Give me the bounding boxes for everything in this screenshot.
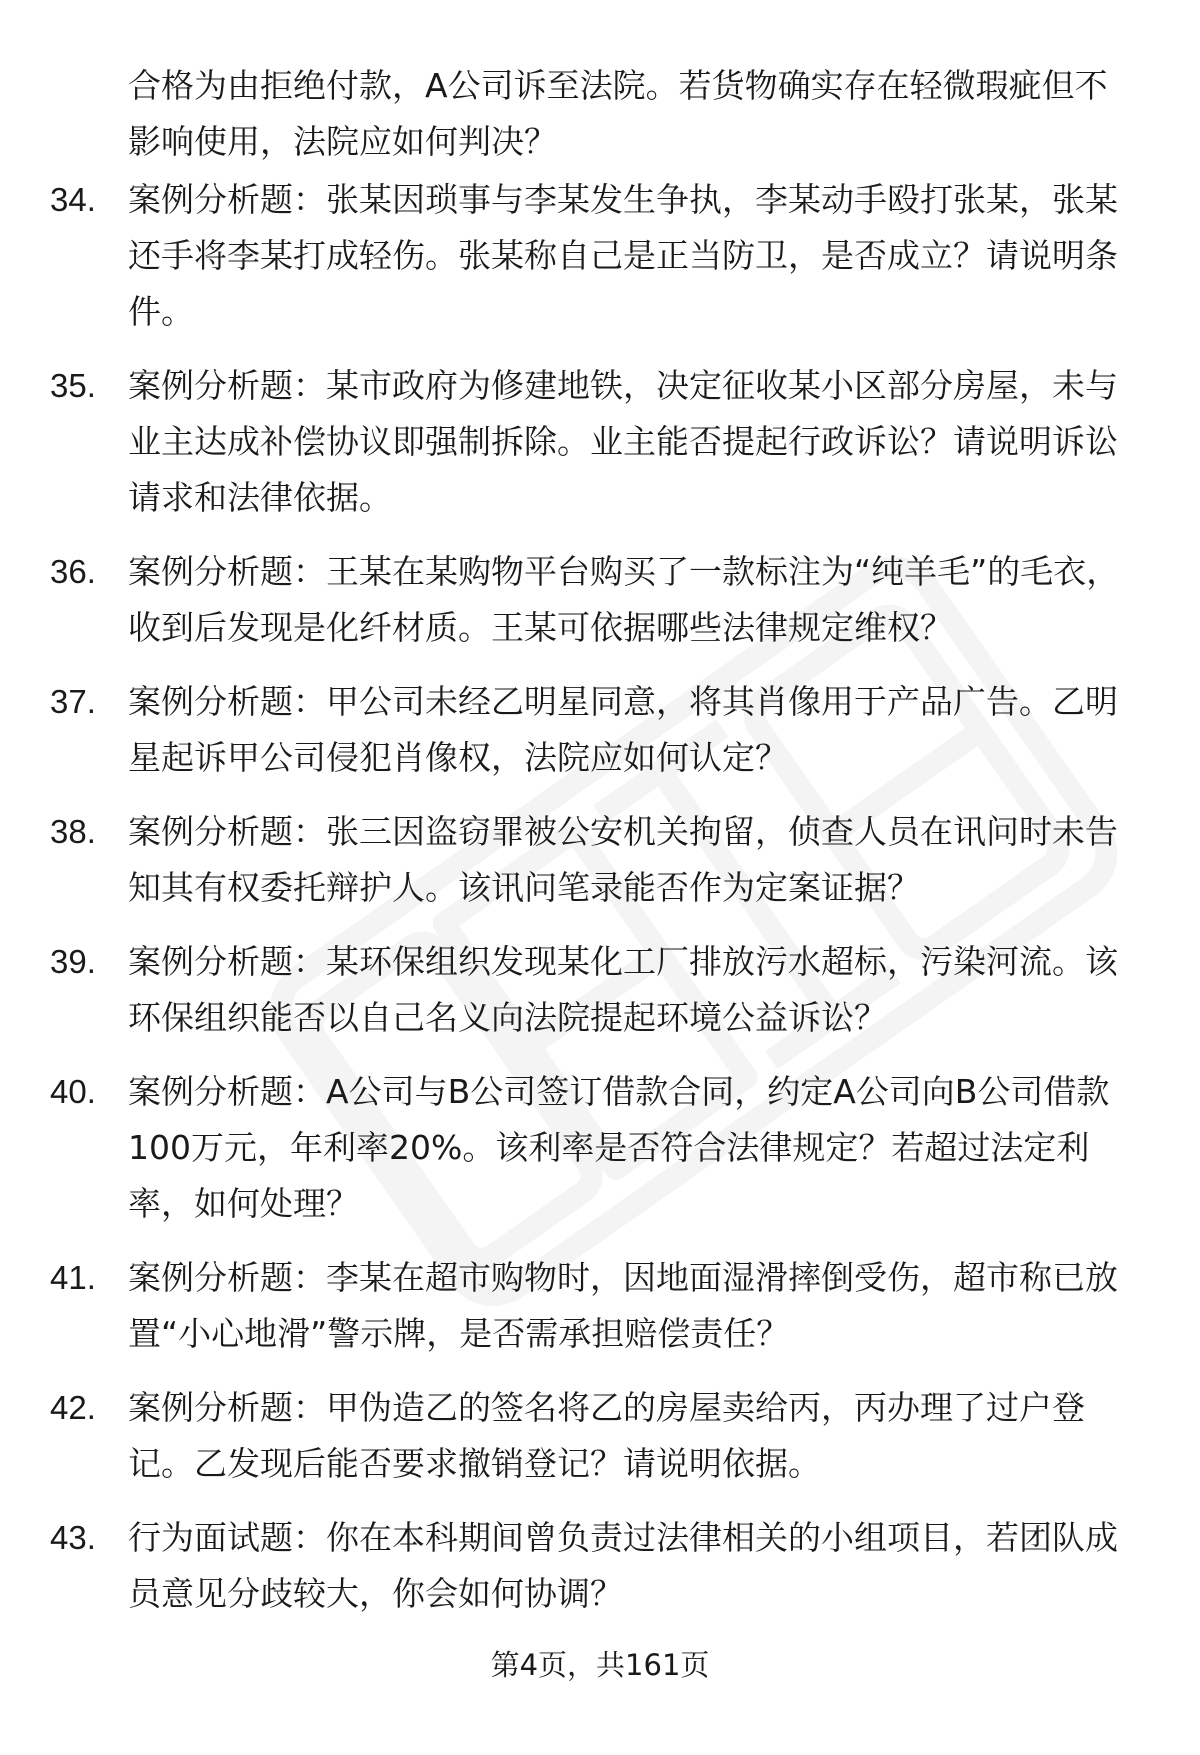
question-number: 39. xyxy=(50,943,96,980)
question-number: 41. xyxy=(50,1259,96,1296)
question-text: 案例分析题：某市政府为修建地铁，决定征收某小区部分房屋，未与业主达成补偿协议即强制拆除。业主能否提起行政诉讼？请说明诉讼请求和法律依据。 xyxy=(128,366,1118,517)
question-item-36 xyxy=(0,544,1200,656)
question-item-38 xyxy=(0,804,1200,916)
question-number: 38. xyxy=(50,813,96,850)
question-item-42 xyxy=(0,1380,1200,1492)
question-text: 案例分析题：甲伪造乙的签名将乙的房屋卖给丙，丙办理了过户登记。乙发现后能否要求撤销登记？请说明依据。 xyxy=(128,1388,1085,1483)
question-number: 35. xyxy=(50,367,96,404)
page-footer: 第4页，共161页 xyxy=(490,1648,710,1682)
question-text: 案例分析题：某环保组织发现某化工厂排放污水超标，污染河流。该环保组织能否以自己名义向法院提起环境公益诉讼？ xyxy=(128,942,1118,1037)
question-item-39 xyxy=(0,934,1200,1046)
question-item-40 xyxy=(0,1064,1200,1232)
question-text: 案例分析题：王某在某购物平台购买了一款标注为“纯羊毛”的毛衣，收到后发现是化纤材质。王某可依据哪些法律规定维权？ xyxy=(128,552,1120,647)
question-item-35 xyxy=(0,358,1200,526)
question-number: 37. xyxy=(50,683,96,720)
question-number: 40. xyxy=(50,1073,96,1110)
question-text: 案例分析题：李某在超市购物时，因地面湿滑摔倒受伤，超市称已放置“小心地滑”警示牌，是否需承担赔偿责任？ xyxy=(128,1258,1118,1353)
question-item-34 xyxy=(0,172,1200,340)
question-number: 43. xyxy=(50,1519,96,1556)
question-list xyxy=(0,172,1200,1640)
question-text: 案例分析题：张某因琐事与李某发生争执，李某动手殴打张某，张某还手将李某打成轻伤。张某称自己是正当防卫，是否成立？请说明条件。 xyxy=(128,180,1118,331)
question-item-41 xyxy=(0,1250,1200,1362)
continued-question-text: 合格为由拒绝付款，A公司诉至法院。若货物确实存在轻微瑕疵但不影响使用，法院应如何判决？ xyxy=(128,66,1108,161)
question-text: 案例分析题：张三因盗窃罪被公安机关拘留，侦查人员在讯问时未告知其有权委托辩护人。该讯问笔录能否作为定案证据？ xyxy=(128,812,1118,907)
question-item-37 xyxy=(0,674,1200,786)
question-text: 案例分析题：A公司与B公司签订借款合同，约定A公司向B公司借款100万元，年利率20%。该利率是否符合法律规定？若超过法定利率，如何处理？ xyxy=(128,1072,1110,1223)
question-text: 案例分析题：甲公司未经乙明星同意，将其肖像用于产品广告。乙明星起诉甲公司侵犯肖像权，法院应如何认定？ xyxy=(128,682,1118,777)
question-item-43 xyxy=(0,1510,1200,1622)
question-number: 36. xyxy=(50,553,96,590)
question-text: 行为面试题：你在本科期间曾负责过法律相关的小组项目，若团队成员意见分歧较大，你会如何协调？ xyxy=(128,1518,1118,1613)
question-number: 34. xyxy=(50,181,96,218)
question-number: 42. xyxy=(50,1389,96,1426)
